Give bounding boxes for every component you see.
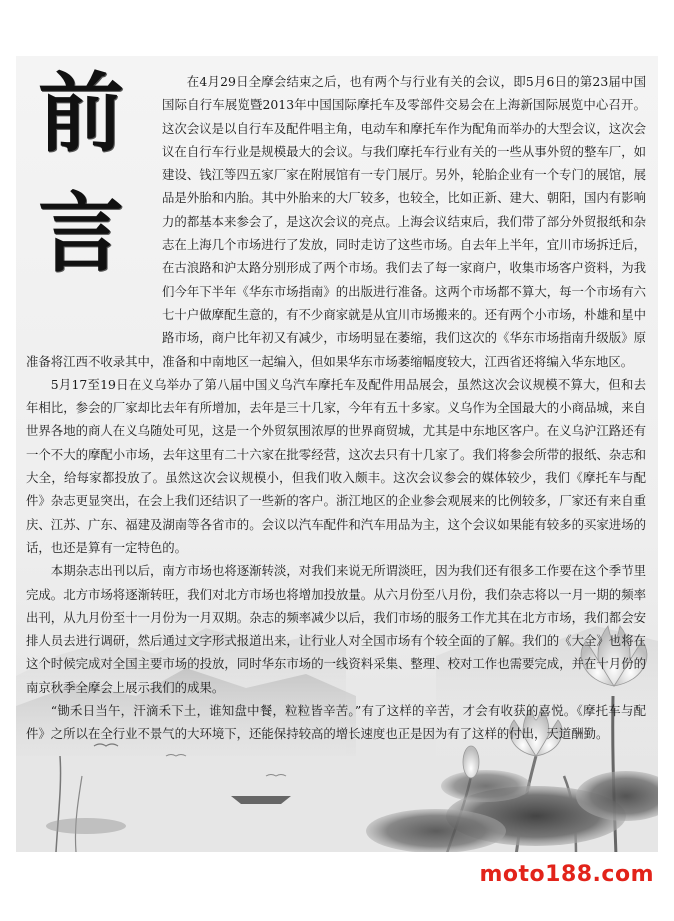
site-watermark: moto188.com [479,862,654,887]
page-footer [0,852,674,921]
title-character-1: 前 [38,63,124,164]
paragraph-1: 在4月29日全摩会结束之后，也有两个与行业有关的会议，即5月6日的第23届中国国际自行车展览暨2013年中国国际摩托车及零部件交易会在上海新国际展览中心召开。这次会议是以自行车及配件唱主角，电动车和摩托车作为配角而举办的大型会议，这次会议在自行车行业是规模最大的会议。与我们摩托车行业有关的一些从事外贸的整车厂，如建设、钱江等四五家厂家在附展馆有一专门展厅。另外，轮胎企业有一个专门的展馆，展品是外胎和内胎。其中外胎来的大厂较多，也较全，比如正新、建大、朝阳，国内有影响力的都基本来参会了，是这次会议的亮点。上海会议结束后，我们带了部分外贸报纸和杂志在上海几个市场进行了发放，同时走访了这些市场。自去年上半年，宜川市场拆迁后，在古浪路和沪太路分别形成了两个市场。我们去了每一家商户，收集市场客户资料，为我们今年下半年《华东市场指南》的出版进行准备。这两个市场都不算大，每一个市场有六七十户做摩配生意的，有不少商家就是从宜川市场搬来的。还有两个小市场，朴雄和星中路市场，商户比年初又有减少，市场明显在萎缩，我们这次的《华东市场指南升级版》原准备将江西不收录其中，准备和中南地区一起编入，但如果华东市场萎缩幅度较大，江西省还将编入华东地区。 [26,74,646,369]
title-area-spacer [26,70,162,328]
article-page [16,56,658,852]
paragraph-3: 本期杂志出刊以后，南方市场也将逐渐转淡，对我们来说无所谓淡旺，因为我们还有很多工作要在这个季节里完成。北方市场将逐渐转旺，我们对北方市场也将增加投放量。从六月份至八月份，我们杂志将以一月一期的频率出刊，从九月份至十一月份为一月双期。杂志的频率减少以后，我们市场的服务工作尤其在北方市场，我们都会安排人员去进行调研，然后通过文字形式报道出来，让行业人对全国市场有个较全面的了解。我们的《大全》也将在这个时候完成对全国主要市场的投放，同时华东市场的一线资料采集、整理、校对工作也需要完成，并在十月份的南京秋季全摩会上展示我们的成果。 [26,563,646,695]
paragraph-2: 5月17至19日在义乌举办了第八届中国义乌汽车摩托车及配件用品展会，虽然这次会议规模不算大，但和去年相比，参会的厂家却比去年有所增加，去年是三十几家，今年有五十多家。义乌作为全国最大的小商品城，来自世界各地的商人在义乌随处可见，这是一个外贸氛围浓厚的世界商贸城，尤其是中东地区客户。在义乌沪江路还有一个不大的摩配小市场，去年这里有二十六家在批零经营，这次去只有十几家了。我们将参会所带的报纸、杂志和大全，给每家都投放了。虽然这次会议规模小，但我们收入颇丰。这次会议参会的媒体较少，我们《摩托车与配件》杂志更显突出，在会上我们还结识了一些新的客户。浙江地区的企业参会观展来的比例较多，厂家还有来自重庆、江苏、广东、福建及湖南等各省市的。会议以汽车配件和汽车用品为主，这个会议如果能有较多的买家进场的话，也还是算有一定特色的。 [26,376,646,555]
paragraph-4: “锄禾日当午，汗滴禾下土，谁知盘中餐，粒粒皆辛苦。”有了这样的辛苦，才会有收获的喜悦。《摩托车与配件》之所以在全行业不景气的大环境下，还能保持较高的增长速度也正是因为有了这样的付出，天道酬勤。 [26,703,646,742]
article-body [26,70,646,746]
title-character-2: 言 [38,183,124,284]
